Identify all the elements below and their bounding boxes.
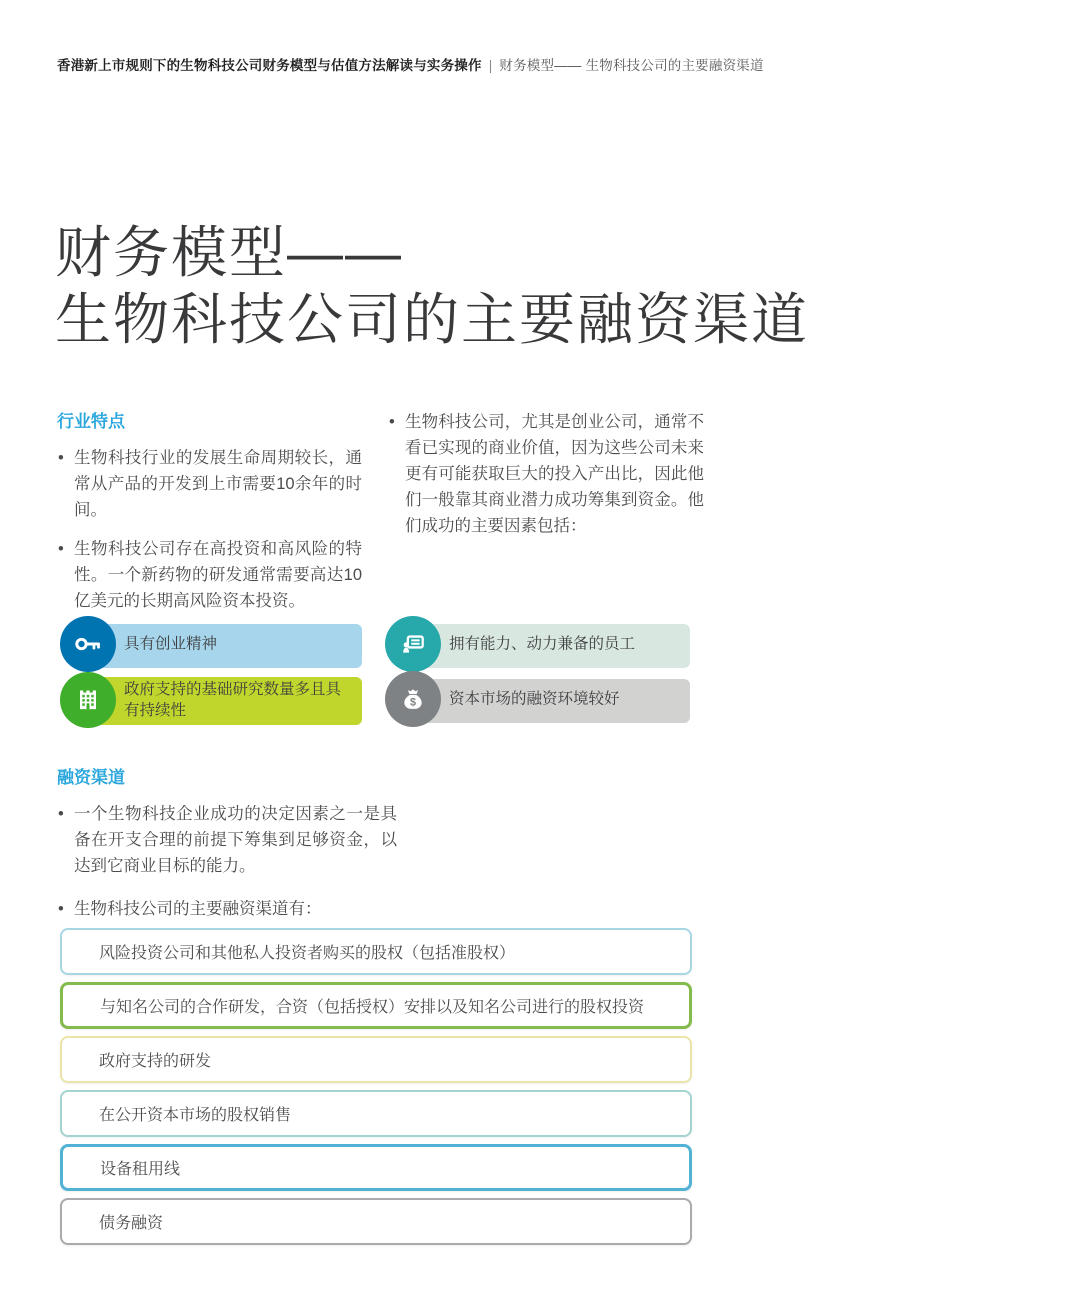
- success-factors: [60, 620, 690, 732]
- channel-government-rd: [60, 1036, 692, 1083]
- channel-venture-capital-equity: [60, 928, 692, 975]
- factor-government-research-label: 政府支持的基础研究数量多且具有持续性: [124, 681, 342, 719]
- industry-heading: 行业特点: [57, 412, 125, 431]
- page-title: [55, 219, 809, 353]
- factor-government-research: [60, 675, 362, 725]
- key-icon: [60, 616, 116, 672]
- channel-debt-financing: [60, 1198, 692, 1245]
- channel-label: 风险投资公司和其他私人投资者购买的股权（包括准股权）: [99, 945, 516, 962]
- channel-label: 在公开资本市场的股权销售: [99, 1107, 292, 1124]
- running-header-doc-title: 香港新上市规则下的生物科技公司财务模型与估值方法解读与实务操作: [57, 58, 482, 73]
- success-factors-right-column: [385, 620, 690, 732]
- channel-label: 设备租用线: [100, 1161, 181, 1178]
- channel-partner-rd-joint-venture: [60, 982, 692, 1029]
- factor-capable-employees-label: 拥有能力、动力兼备的员工: [449, 635, 636, 653]
- factor-entrepreneurship-label: 具有创业精神: [124, 635, 218, 653]
- running-header-section: 财务模型—— 生物科技公司的主要融资渠道: [499, 58, 764, 73]
- channel-label: 政府支持的研发: [99, 1053, 212, 1070]
- channel-equipment-lease-line: [60, 1144, 692, 1191]
- money-bag-icon: [385, 671, 441, 727]
- running-header: [57, 54, 764, 74]
- intro-left-column: [57, 407, 362, 627]
- financing-heading: 融资渠道: [57, 768, 125, 787]
- employee-card-icon: [385, 616, 441, 672]
- success-factors-left-column: [60, 620, 362, 732]
- factor-capable-employees: [385, 620, 690, 668]
- intro-right-column: [388, 407, 704, 627]
- industry-bullet-2: • 生物科技公司存在高投资和高风险的特性。一个新药物的研发通常需要高达10亿美元的长期高风险资本投资。: [57, 536, 362, 614]
- factor-capital-market-label: 资本市场的融资环境较好: [449, 690, 620, 708]
- page-title-line1: 财务模型——: [55, 221, 403, 284]
- page-title-line2: 生物科技公司的主要融资渠道: [55, 288, 809, 351]
- svg-text:$: $: [409, 696, 417, 709]
- financing-bullet-2: • 生物科技公司的主要融资渠道有：: [57, 896, 397, 922]
- running-header-separator: |: [488, 58, 493, 73]
- factor-capital-market: [385, 675, 690, 723]
- channel-label: 与知名公司的合作研发，合资（包括授权）安排以及知名公司进行的股权投资: [100, 999, 645, 1016]
- channel-public-market-equity: [60, 1090, 692, 1137]
- intro-columns: [57, 407, 707, 627]
- industry-right-bullet: • 生物科技公司，尤其是创业公司，通常不看已实现的商业价值，因为这些公司未来更有可能获取巨大的投入产出比，因此他们一般靠其商业潜力成功筹集到资金。他们成功的主要因素包括：: [388, 409, 704, 539]
- financing-section: [57, 763, 397, 935]
- industry-bullet-1: • 生物科技行业的发展生命周期较长，通常从产品的开发到上市需要10余年的时间。: [57, 445, 362, 523]
- factor-entrepreneurship: [60, 620, 362, 668]
- financing-channels-list: [60, 928, 692, 1252]
- financing-bullet-1: • 一个生物科技企业成功的决定因素之一是具备在开支合理的前提下筹集到足够资金，以达到它商业目标的能力。: [57, 801, 397, 879]
- building-icon: [60, 672, 116, 728]
- channel-label: 债务融资: [99, 1215, 164, 1232]
